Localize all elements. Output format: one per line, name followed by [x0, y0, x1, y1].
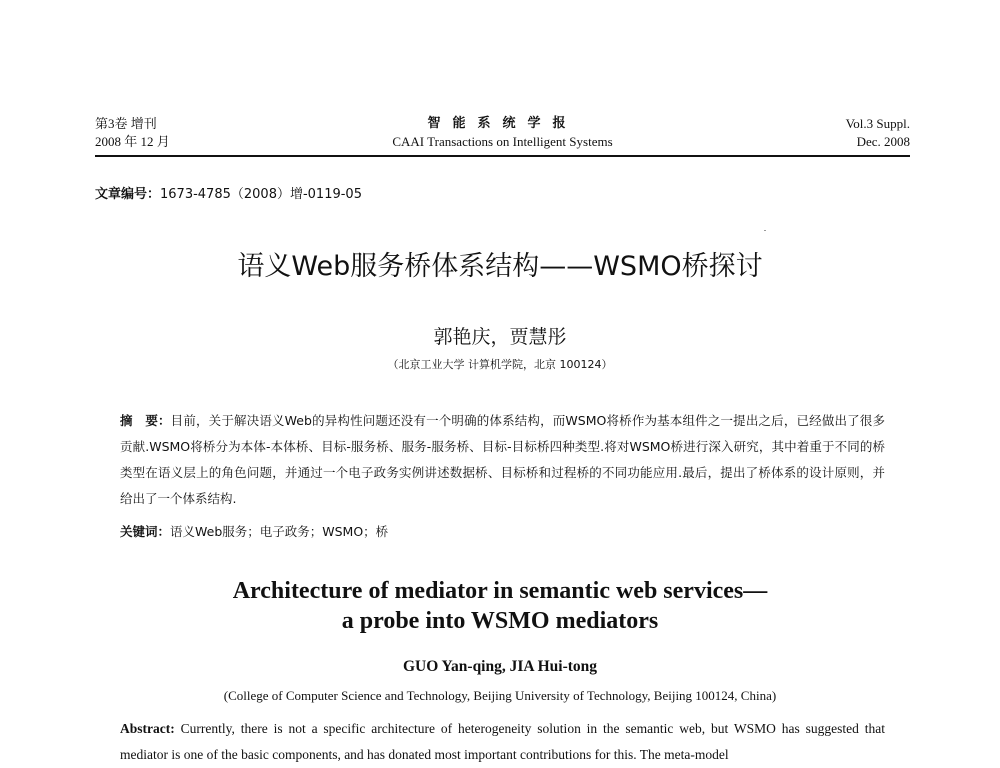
- title-english: [0, 576, 1000, 636]
- keywords-label-cn: 关键词：: [120, 524, 171, 539]
- authors-english: GUO Yan-qing, JIA Hui-tong: [402, 658, 598, 675]
- keywords-text-cn: 语义Web服务；电子政务；WSMO；桥: [170, 524, 389, 539]
- title-english-line1: Architecture of mediator in semantic web services—: [232, 578, 768, 604]
- abstract-label-en: Abstract:: [120, 721, 175, 736]
- abstract-english: [120, 716, 885, 768]
- scan-speck: [764, 230, 766, 231]
- header-date-cn: 2008 年 12 月: [95, 134, 170, 149]
- header-date-en: Dec. 2008: [856, 134, 910, 149]
- journal-name-en: CAAI Transactions on Intelligent Systems: [392, 134, 613, 149]
- keywords-chinese: [120, 522, 885, 542]
- header-issue-info: [846, 115, 910, 151]
- article-number: [95, 183, 362, 202]
- abstract-label-cn: 摘 要：: [120, 413, 171, 428]
- article-number-label: 文章编号：: [95, 187, 161, 202]
- title-chinese: 语义Web服务桥体系结构——WSMO桥探讨: [237, 251, 763, 282]
- affiliation-english: (College of Computer Science and Technology, Beijing University of Technology, Beijing 100124, China): [223, 688, 777, 703]
- header-journal: [95, 115, 910, 151]
- journal-name-cn: 智能系统学报: [427, 116, 578, 131]
- abstract-text-cn: 目前，关于解决语义Web的异构性问题还没有一个明确的体系结构，而WSMO将桥作为基本组件之一提出之后，已经做出了很多贡献.WSMO将桥分为本体-本体桥、目标-服务桥、服务-服务桥、目标-目标桥四种类型.将对WSMO桥进行深入研究，其中着重于不同的桥类型在语义层上的角色问题，并通过一个电子政务实例讲述数据桥、目标桥和过程桥的不同功能应用.最后，提出了桥体系的设计原则，并给出了一个体系结构.: [120, 413, 885, 506]
- running-header: [95, 115, 910, 155]
- abstract-text-en: Currently, there is not a specific architecture of heterogeneity solution in the semantic web, but WSMO has suggested that mediator is one of the basic components, and has donated most important contributions for this. The meta-model: [120, 721, 885, 762]
- affiliation-chinese: （北京工业大学 计算机学院，北京 100124）: [387, 358, 613, 371]
- authors-chinese: 郭艳庆，贾慧彤: [433, 326, 567, 348]
- title-english-line2: a probe into WSMO mediators: [341, 608, 659, 634]
- header-vol-en: Vol.3 Suppl.: [845, 116, 910, 131]
- article-number-value: 1673-4785（2008）增-0119-05: [160, 187, 362, 202]
- header-rule: [95, 155, 910, 157]
- abstract-chinese: [120, 408, 885, 512]
- header-volume: 第3卷 增刊: [95, 116, 157, 131]
